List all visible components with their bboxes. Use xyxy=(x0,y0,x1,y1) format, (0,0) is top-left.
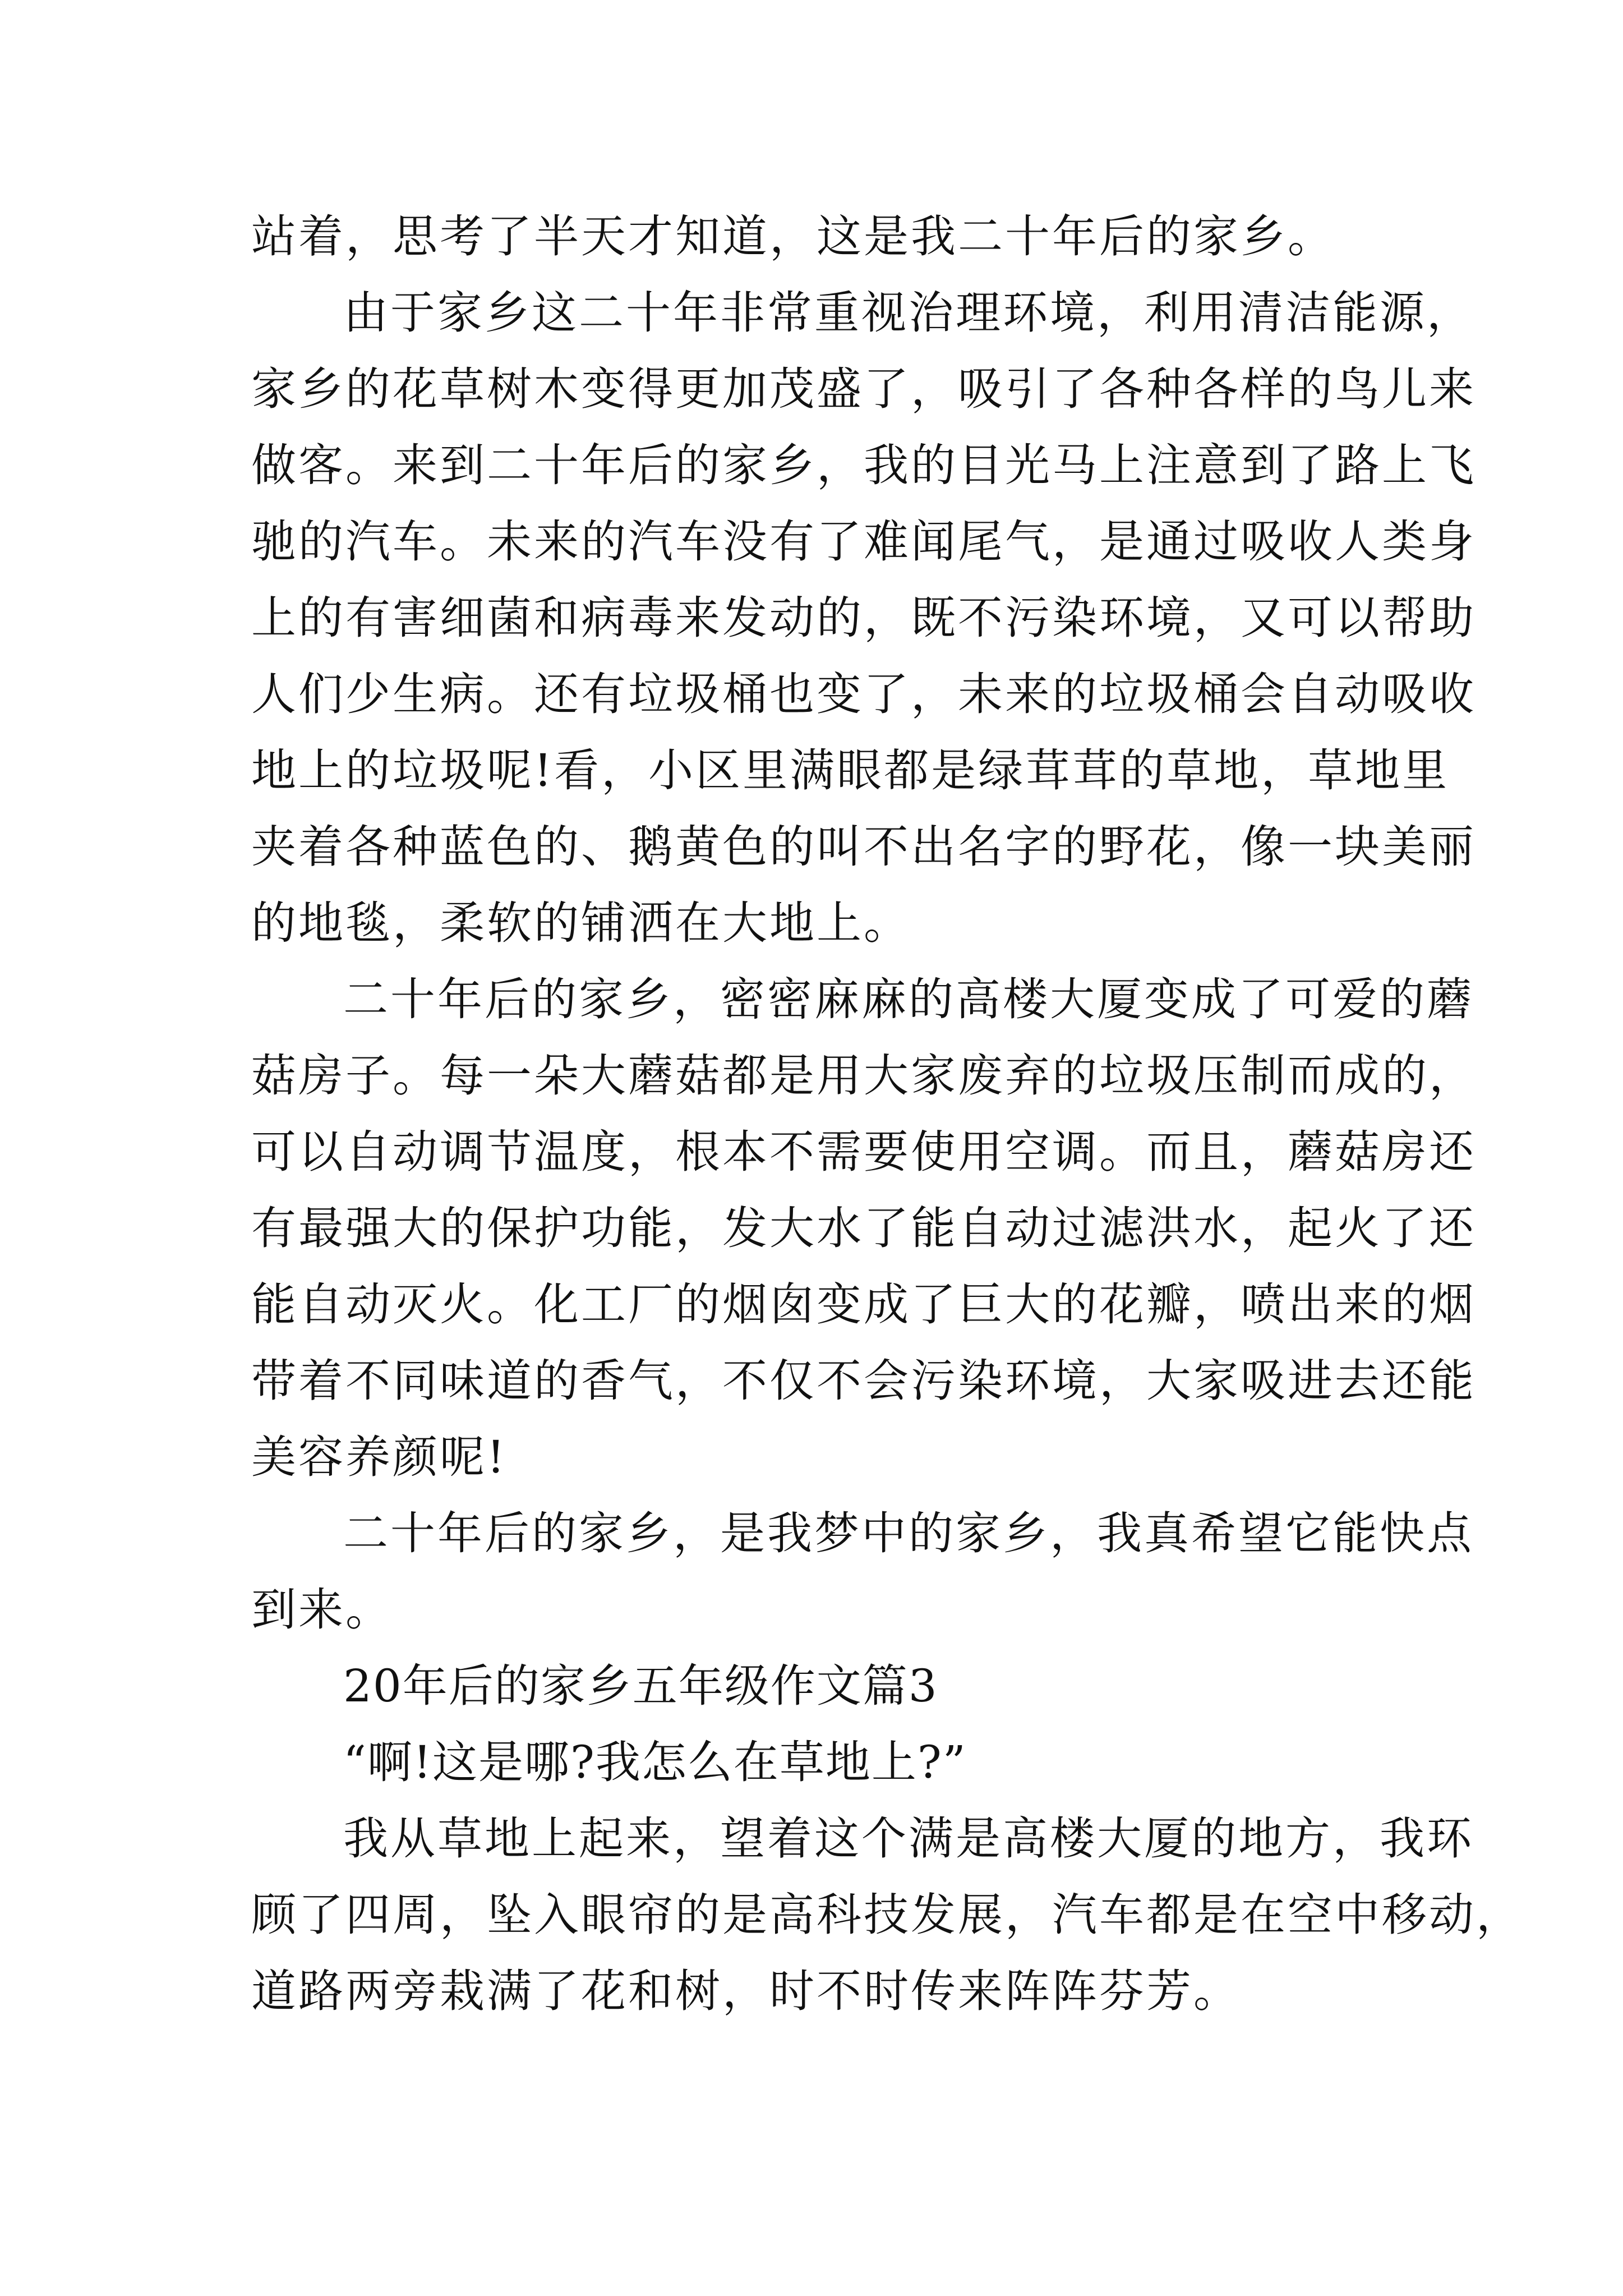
text-line: 上的有害细菌和病毒来发动的，既不污染环境，又可以帮助 xyxy=(251,592,1476,644)
text-line: 的地毯，柔软的铺洒在大地上。 xyxy=(251,897,911,949)
text-line: 地上的垃圾呢!看，小区里满眼都是绿茸茸的草地，草地里 xyxy=(251,744,1450,797)
text-line: 顾了四周，坠入眼帘的是高科技发展，汽车都是在空中移动， xyxy=(251,1889,1523,1941)
paragraph-first-line: 二十年后的家乡，是我梦中的家乡，我真希望它能快点 xyxy=(343,1507,1474,1559)
text-line: 菇房子。每一朵大蘑菇都是用大家废弃的垃圾压制而成的， xyxy=(251,1050,1476,1102)
paragraph-first-line: 由于家乡这二十年非常重视治理环境，利用清洁能源， xyxy=(343,287,1474,339)
paragraph-first-line: 我从草地上起来，望着这个满是高楼大厦的地方，我环 xyxy=(343,1812,1474,1865)
quote-line: “啊!这是哪?我怎么在草地上?” xyxy=(343,1736,967,1788)
text-line: 到来。 xyxy=(251,1584,393,1636)
text-line: 夹着各种蓝色的、鹅黄色的叫不出名字的野花，像一块美丽 xyxy=(251,821,1476,873)
section-heading: 20年后的家乡五年级作文篇3 xyxy=(343,1660,938,1712)
text-line: 可以自动调节温度，根本不需要使用空调。而且，蘑菇房还 xyxy=(251,1126,1476,1178)
text-line: 有最强大的保护功能，发大水了能自动过滤洪水，起火了还 xyxy=(251,1202,1476,1254)
paragraph-first-line: 二十年后的家乡，密密麻麻的高楼大厦变成了可爱的蘑 xyxy=(343,973,1474,1025)
text-line: 驰的汽车。未来的汽车没有了难闻尾气，是通过吸收人类身 xyxy=(251,516,1476,568)
text-line: 人们少生病。还有垃圾桶也变了，未来的垃圾桶会自动吸收 xyxy=(251,668,1476,720)
text-line: 做客。来到二十年后的家乡，我的目光马上注意到了路上飞 xyxy=(251,439,1476,491)
text-line: 道路两旁栽满了花和树，时不时传来阵阵芬芳。 xyxy=(251,1965,1241,2017)
text-line: 带着不同味道的香气，不仅不会污染环境，大家吸进去还能 xyxy=(251,1355,1476,1407)
text-line: 站着，思考了半天才知道，这是我二十年后的家乡。 xyxy=(251,210,1335,263)
text-line: 家乡的花草树木变得更加茂盛了，吸引了各种各样的鸟儿来 xyxy=(251,363,1476,415)
text-line: 美容养颜呢! xyxy=(251,1431,508,1483)
text-line: 能自动灭火。化工厂的烟囱变成了巨大的花瓣，喷出来的烟 xyxy=(251,1278,1476,1331)
